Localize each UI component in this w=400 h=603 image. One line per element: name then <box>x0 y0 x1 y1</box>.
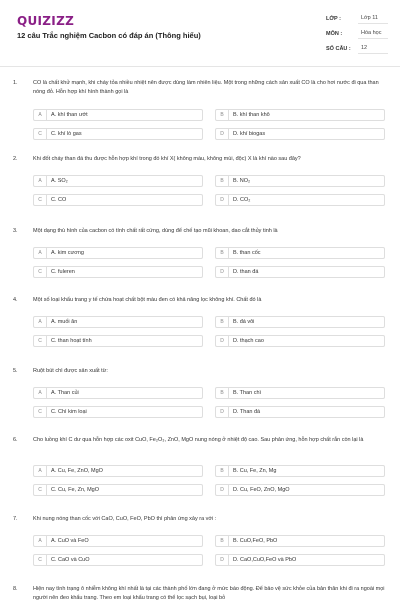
quizizz-logo: QUIZIZZ <box>17 14 75 28</box>
answer-option-b[interactable] <box>215 535 385 547</box>
page-title: 12 câu Trắc nghiệm Cacbon có đáp án (Thông hiểu) <box>17 31 201 40</box>
answer-option-b[interactable] <box>215 109 385 121</box>
option-letter: C <box>34 555 47 565</box>
answer-option-b[interactable] <box>215 465 385 477</box>
option-text: C. Cu, Fe, Zn, MgO <box>51 487 99 493</box>
option-letter: D <box>216 485 229 495</box>
answer-option-d[interactable] <box>215 554 385 566</box>
meta-label-grade: LỚP : <box>326 16 341 22</box>
answer-option-a[interactable] <box>33 465 203 477</box>
question-text: CO là chất khử mạnh, khi cháy tỏa nhiều nhiệt nên được dùng làm nhiên liệu. Một trong những cách sản xuất CO là cho hơi nước đi qua than nóng đỏ. Hỗn hợp khí hình thành gọi là <box>33 80 379 95</box>
answer-option-c[interactable] <box>33 554 203 566</box>
header-divider <box>0 66 400 67</box>
option-letter: C <box>34 267 47 277</box>
option-text: C. khí lò gas <box>51 131 82 137</box>
option-letter: C <box>34 195 47 205</box>
option-text: D. Than đá <box>233 409 261 415</box>
answer-option-d[interactable] <box>215 335 385 347</box>
option-letter: B <box>216 536 229 546</box>
answer-option-b[interactable] <box>215 175 385 187</box>
option-letter: D <box>216 555 229 565</box>
option-letter: C <box>34 407 47 417</box>
option-text: D. than đá <box>233 269 259 275</box>
question-text: Một dạng thù hình của cacbon có tính chất rất cứng, dùng để chế tạo mũi khoan, dao cắt thủy tinh là <box>33 228 278 234</box>
option-text: B. CuO,FeO, PbO <box>233 538 278 544</box>
answer-option-a[interactable] <box>33 175 203 187</box>
question-number: 8. <box>13 586 18 592</box>
question-number: 3. <box>13 228 18 234</box>
option-letter: C <box>34 129 47 139</box>
question-text: Khi đốt cháy than đá thu được hỗn hợp khí trong đó khí X( không màu, không mùi, độc) X là khí nào sau đây? <box>33 156 301 162</box>
option-text: D. khí biogas <box>233 131 266 137</box>
option-text: B. khí than khô <box>233 112 270 118</box>
option-text: C. than hoạt tính <box>51 338 92 344</box>
option-text: A. SO₂ <box>51 178 68 184</box>
option-letter: B <box>216 248 229 258</box>
meta-value-subject: Hóa học <box>358 28 388 39</box>
option-letter: C <box>34 336 47 346</box>
answer-option-c[interactable] <box>33 335 203 347</box>
answer-option-c[interactable] <box>33 194 203 206</box>
question-text: Cho luồng khí C dư qua hỗn hợp các oxit CuO, Fe₂O₃, ZnO, MgO nung nóng ở nhiệt độ cao. Sau phản ứng, hỗn hợp chất rắn còn lại là <box>33 437 364 443</box>
answer-option-a[interactable] <box>33 316 203 328</box>
answer-option-a[interactable] <box>33 387 203 399</box>
option-letter: B <box>216 176 229 186</box>
option-text: D. CO₂ <box>233 197 251 203</box>
option-letter: B <box>216 466 229 476</box>
question-text: Khi nung nóng than cốc với CaO, CuO, FeO, PbO thì phản ứng xảy ra với : <box>33 516 217 522</box>
option-text: D. Cu, FeO, ZnO, MgO <box>233 487 290 493</box>
option-letter: A <box>34 466 47 476</box>
option-letter: A <box>34 317 47 327</box>
option-text: A. khí than ướt <box>51 112 88 118</box>
question-text: Ruột bút chì được sản xuất từ: <box>33 368 108 374</box>
option-letter: B <box>216 110 229 120</box>
option-text: D. CaO,CuO,FeO và PbO <box>233 557 297 563</box>
option-text: A. Than củi <box>51 390 79 396</box>
option-text: A. muối ăn <box>51 319 78 325</box>
question-text: Một số loại khẩu trang y tế chứa hoạt chất bột màu đen có khả năng lọc không khí. Chất đó là <box>33 297 262 303</box>
option-letter: D <box>216 336 229 346</box>
option-text: A. CuO và FeO <box>51 538 89 544</box>
option-letter: A <box>34 388 47 398</box>
option-letter: D <box>216 129 229 139</box>
answer-option-c[interactable] <box>33 406 203 418</box>
option-letter: D <box>216 267 229 277</box>
option-text: B. Cu, Fe, Zn, Mg <box>233 468 277 474</box>
option-text: B. đá vôi <box>233 319 255 325</box>
option-text: B. than cốc <box>233 250 261 256</box>
option-letter: D <box>216 407 229 417</box>
question-number: 1. <box>13 80 18 86</box>
meta-label-count: SỐ CÂU : <box>326 46 351 52</box>
question-number: 4. <box>13 297 18 303</box>
option-text: C. fuleren <box>51 269 75 275</box>
question-text: Hiện nay tình trạng ô nhiễm không khí nhất là tại các thành phố lớn đang ở mức báo động. Để bảo vệ sức khỏe của bản thân khi đi ra ngoài mọi người nên đeo khẩu trang. Theo em loại khẩu trang có thể lọc sạch bụi, loại bỏ <box>33 586 385 601</box>
question-number: 5. <box>13 368 18 374</box>
option-text: C. Chì kim loại <box>51 409 87 415</box>
answer-option-a[interactable] <box>33 247 203 259</box>
meta-value-count: 12 <box>358 43 388 54</box>
option-text: A. kim cương <box>51 250 84 256</box>
answer-option-c[interactable] <box>33 266 203 278</box>
question-number: 2. <box>13 156 18 162</box>
question-number: 7. <box>13 516 18 522</box>
option-letter: B <box>216 317 229 327</box>
answer-option-b[interactable] <box>215 247 385 259</box>
option-letter: A <box>34 176 47 186</box>
option-letter: A <box>34 248 47 258</box>
meta-value-grade: Lớp 11 <box>358 13 388 24</box>
option-letter: C <box>34 485 47 495</box>
option-letter: B <box>216 388 229 398</box>
option-text: A. Cu, Fe, ZnO, MgO <box>51 468 103 474</box>
option-text: B. Than chì <box>233 390 262 396</box>
answer-option-b[interactable] <box>215 316 385 328</box>
answer-option-a[interactable] <box>33 535 203 547</box>
option-letter: A <box>34 536 47 546</box>
answer-option-d[interactable] <box>215 194 385 206</box>
answer-option-d[interactable] <box>215 484 385 496</box>
answer-option-c[interactable] <box>33 484 203 496</box>
answer-option-c[interactable] <box>33 128 203 140</box>
option-text: C. CO <box>51 197 67 203</box>
answer-option-a[interactable] <box>33 109 203 121</box>
option-letter: D <box>216 195 229 205</box>
option-text: B. NO₂ <box>233 178 251 184</box>
answer-option-d[interactable] <box>215 128 385 140</box>
worksheet-header <box>0 0 400 66</box>
meta-label-subject: MÔN : <box>326 31 343 37</box>
option-text: D. thạch cao <box>233 338 264 344</box>
answer-option-d[interactable] <box>215 266 385 278</box>
answer-option-d[interactable] <box>215 406 385 418</box>
option-letter: A <box>34 110 47 120</box>
question-number: 6. <box>13 437 18 443</box>
answer-option-b[interactable] <box>215 387 385 399</box>
option-text: C. CaO và CuO <box>51 557 90 563</box>
